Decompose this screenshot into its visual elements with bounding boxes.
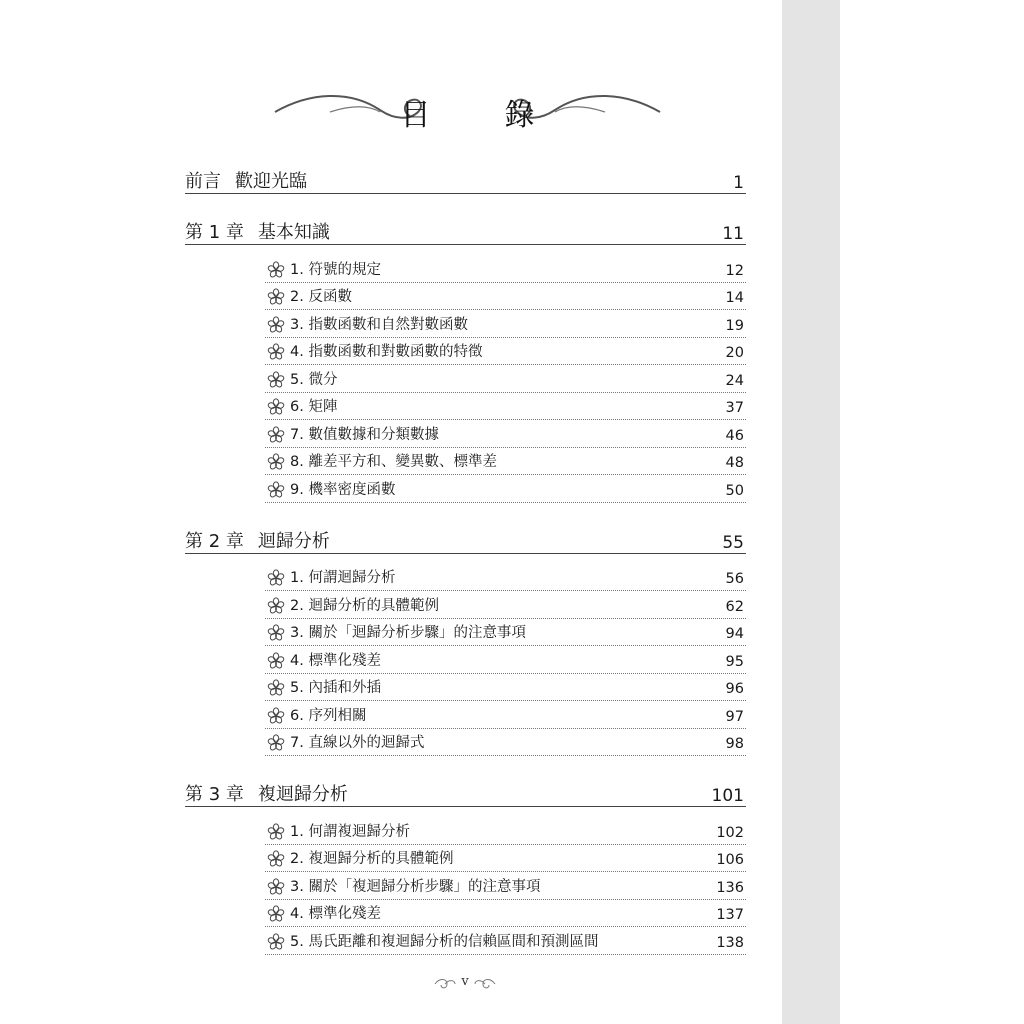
chapter-heading[interactable]: [185, 525, 746, 554]
section-title: 7. 直線以外的迴歸式: [290, 735, 425, 751]
chapter-label: 第 1 章: [185, 222, 244, 243]
chapter-title: 基本知識: [257, 222, 330, 243]
section-title: 2. 複迴歸分析的具體範例: [290, 851, 454, 867]
section-title: 9. 機率密度函數: [290, 481, 396, 498]
flower-icon: [267, 933, 285, 951]
flower-icon: [267, 679, 285, 697]
chapter-title: 複迴歸分析: [257, 784, 348, 805]
flower-icon: [267, 652, 285, 670]
section-page: 19: [725, 317, 744, 334]
flower-icon: [267, 316, 285, 334]
section-page: 56: [725, 571, 744, 587]
flower-icon: [267, 569, 285, 587]
flower-icon: [267, 426, 285, 444]
section-page: 37: [725, 400, 744, 416]
section-page: 20: [725, 345, 744, 361]
page-footer: [425, 974, 505, 994]
section-title: 3. 關於「複迴歸分析步驟」的注意事項: [290, 878, 541, 895]
chapter-title: 迴歸分析: [257, 530, 330, 552]
preface-label: 前言: [185, 171, 221, 192]
chapter-page: 11: [722, 224, 744, 244]
flower-icon: [267, 823, 285, 841]
chapter-page: 55: [722, 532, 744, 553]
toc-section-entry[interactable]: [265, 255, 746, 283]
toc-section-entry[interactable]: [265, 900, 746, 928]
toc-section-entry[interactable]: [265, 845, 746, 873]
section-page: 137: [716, 907, 744, 923]
toc-section-entry[interactable]: [265, 646, 746, 674]
chapter-page: 101: [711, 786, 744, 806]
section-title: 5. 馬氏距離和複迴歸分析的信賴區間和預測區間: [290, 933, 599, 950]
flower-icon: [267, 261, 285, 279]
section-page: 102: [716, 824, 744, 841]
section-title: 3. 指數函數和自然對數函數: [290, 316, 468, 333]
section-title: 4. 指數函數和對數函數的特徵: [290, 344, 483, 360]
flower-icon: [267, 343, 285, 361]
preface-page: 1: [733, 173, 744, 193]
toc-section-entry[interactable]: [265, 817, 746, 845]
toc-section-entry[interactable]: [265, 448, 746, 476]
section-title: 4. 標準化殘差: [290, 652, 381, 669]
toc-title-block: [270, 82, 665, 142]
toc-section-entry[interactable]: [265, 283, 746, 311]
section-title: 5. 微分: [290, 371, 338, 388]
flower-icon: [267, 707, 285, 725]
section-title: 6. 序列相關: [290, 707, 367, 724]
section-title: 1. 何謂迴歸分析: [290, 570, 396, 586]
toc-section-entry[interactable]: [265, 475, 746, 503]
toc-section-entry[interactable]: [265, 729, 746, 757]
page-number: v: [461, 974, 469, 989]
toc-section-entry[interactable]: [265, 365, 746, 393]
toc-section-entry[interactable]: [265, 927, 746, 955]
section-title: 5. 內插和外插: [290, 680, 381, 696]
section-title: 8. 離差平方和、變異數、標準差: [290, 454, 497, 470]
toc-section-entry[interactable]: [265, 310, 746, 338]
flower-icon: [267, 734, 285, 752]
section-title: 7. 數值數據和分類數據: [290, 426, 439, 443]
chapter-3: [185, 778, 746, 955]
flower-icon: [267, 288, 285, 306]
section-page: 138: [716, 934, 744, 951]
section-list: [265, 817, 746, 955]
toc-section-entry[interactable]: [265, 701, 746, 729]
section-page: 96: [725, 681, 744, 697]
section-page: 136: [716, 879, 744, 896]
section-page: 12: [725, 262, 744, 279]
section-page: 95: [725, 653, 744, 670]
section-title: 3. 關於「迴歸分析步驟」的注意事項: [290, 625, 526, 641]
section-page: 106: [716, 852, 744, 868]
section-title: 6. 矩陣: [290, 399, 338, 415]
section-page: 46: [725, 427, 744, 444]
section-title: 4. 標準化殘差: [290, 906, 381, 922]
section-page: 62: [725, 598, 744, 615]
toc-section-entry[interactable]: [265, 674, 746, 702]
flower-icon: [267, 624, 285, 642]
flower-icon: [267, 371, 285, 389]
flower-icon: [267, 453, 285, 471]
section-title: 1. 符號的規定: [290, 261, 381, 278]
chapter-heading[interactable]: [185, 216, 746, 245]
section-page: 94: [725, 626, 744, 642]
toc-section-entry[interactable]: [265, 619, 746, 647]
section-list: [265, 255, 746, 503]
chapter-label: 第 2 章: [185, 530, 244, 552]
section-page: 14: [725, 290, 744, 306]
section-title: 2. 迴歸分析的具體範例: [290, 597, 439, 614]
flower-icon: [267, 398, 285, 416]
chapter-label: 第 3 章: [185, 784, 244, 805]
flower-icon: [267, 878, 285, 896]
chapter-1: [185, 216, 746, 503]
flower-icon: [267, 481, 285, 499]
page-edge-band: [782, 0, 840, 1024]
chapter-heading[interactable]: [185, 778, 746, 807]
section-page: 97: [725, 708, 744, 725]
toc-section-entry[interactable]: [265, 393, 746, 421]
toc-section-entry[interactable]: [265, 338, 746, 366]
table-of-contents: [185, 165, 746, 977]
preface-entry[interactable]: [185, 165, 746, 194]
toc-section-entry[interactable]: [265, 420, 746, 448]
flower-icon: [267, 597, 285, 615]
preface-title: 歡迎光臨: [235, 171, 307, 192]
toc-title: 目 錄: [400, 98, 557, 133]
toc-section-entry[interactable]: [265, 872, 746, 900]
flower-icon: [267, 905, 285, 923]
chapter-2: [185, 525, 746, 757]
section-title: 1. 何謂複迴歸分析: [290, 823, 410, 840]
toc-section-entry[interactable]: [265, 564, 746, 592]
section-page: 98: [725, 736, 744, 752]
flower-icon: [267, 850, 285, 868]
section-page: 48: [725, 455, 744, 471]
section-page: 50: [725, 482, 744, 499]
toc-section-entry[interactable]: [265, 591, 746, 619]
section-list: [265, 564, 746, 757]
section-title: 2. 反函數: [290, 289, 352, 305]
section-page: 24: [725, 372, 744, 389]
